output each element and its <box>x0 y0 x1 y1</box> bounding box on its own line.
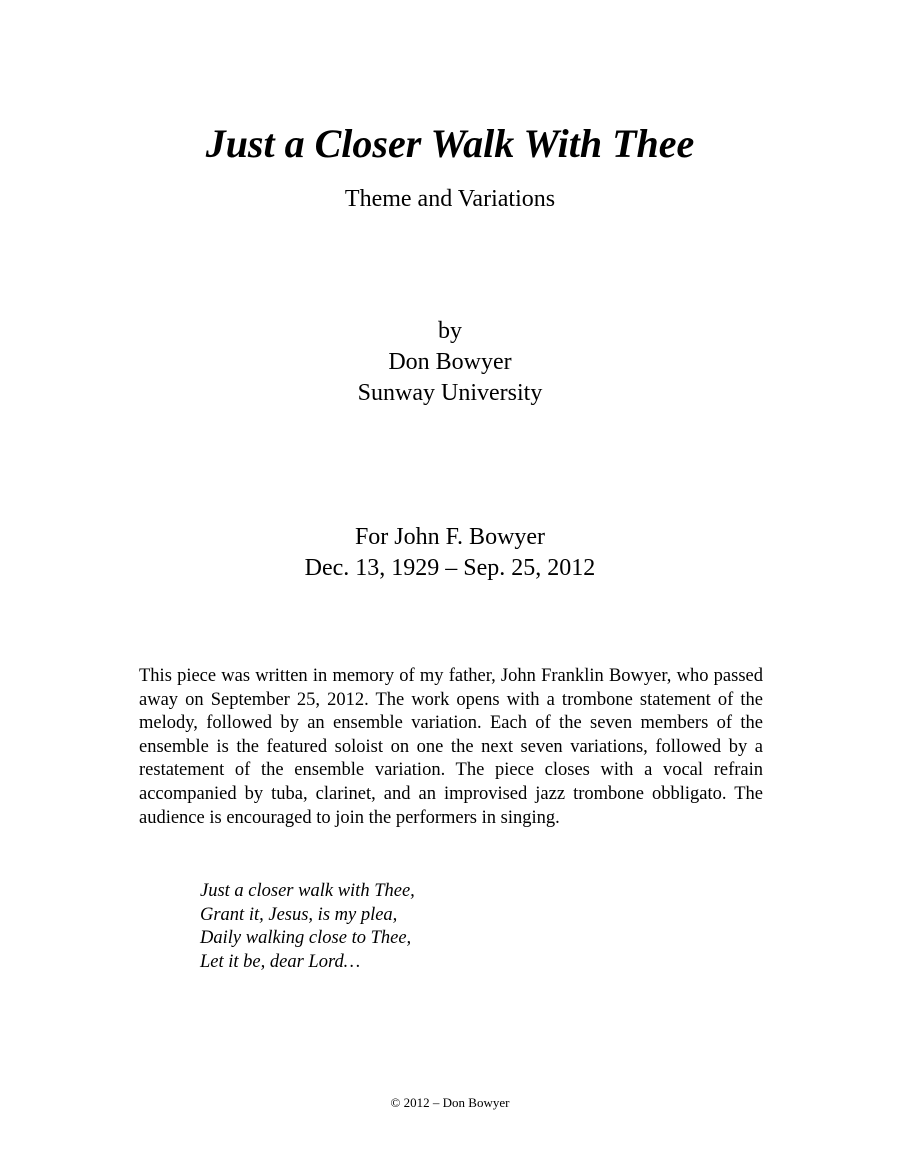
document-title: Just a Closer Walk With Thee <box>205 121 695 166</box>
dedication-dates: Dec. 13, 1929 – Sep. 25, 2012 <box>304 555 596 581</box>
author-block <box>0 316 900 409</box>
lyric-line: Let it be, dear Lord… <box>200 951 361 972</box>
lyric-line: Grant it, Jesus, is my plea, <box>200 904 398 925</box>
copyright-notice: © 2012 – Don Bowyer <box>390 1095 510 1110</box>
dedication-line: For John F. Bowyer <box>354 524 546 550</box>
by-label: by <box>438 318 462 344</box>
author-name: Don Bowyer <box>388 349 512 375</box>
lyric-line: Daily walking close to Thee, <box>200 928 412 949</box>
program-notes: This piece was written in memory of my father, John Franklin Bowyer, who passed away on September 25, 2012. The work opens with a trombone statement of the melody, followed by an ensemble variation. Each of the seven members of the ensemble is the featured soloist on one the next seven variations, followed by a restatement of the ensemble variation. The piece closes with a vocal refrain accompanied by tuba, clarinet, and an improvised jazz trombone obbligato. The audience is encouraged to join the performers in singing. <box>139 666 763 828</box>
document-subtitle: Theme and Variations <box>344 186 556 212</box>
lyric-line: Just a closer walk with Thee, <box>200 881 415 901</box>
author-affiliation: Sunway University <box>357 380 543 406</box>
lyrics-block <box>200 880 700 974</box>
dedication-block <box>0 522 900 584</box>
